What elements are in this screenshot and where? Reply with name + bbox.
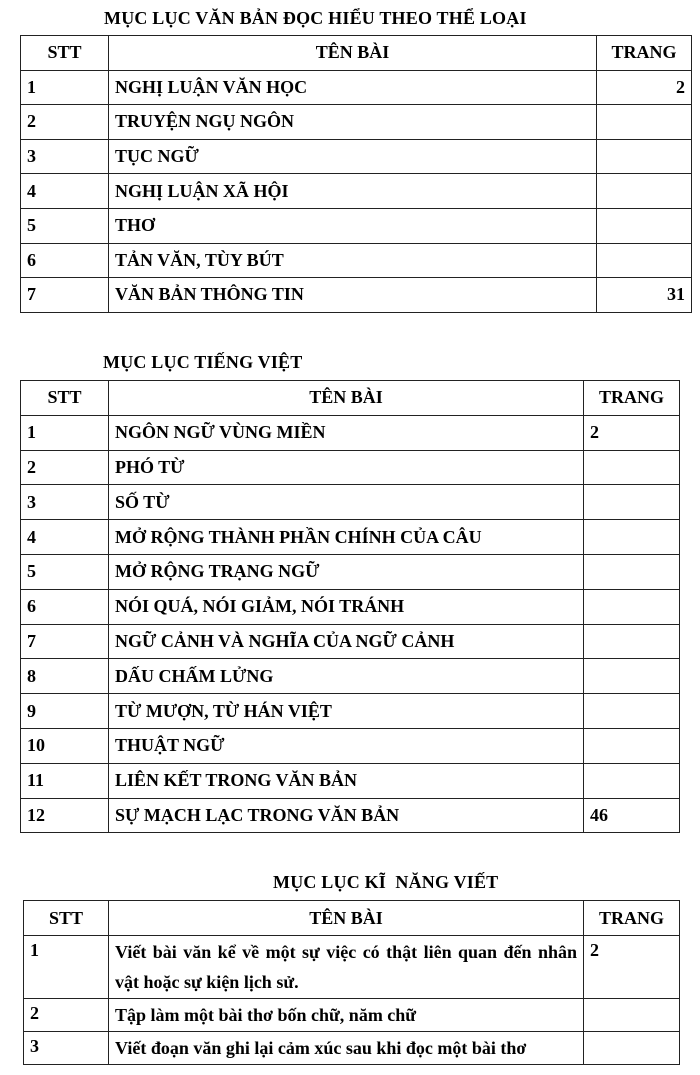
row-page — [584, 624, 680, 659]
table-row — [21, 624, 680, 659]
row-title: TẢN VĂN, TÙY BÚT — [109, 243, 597, 278]
row-page — [584, 728, 680, 763]
table-row — [21, 208, 692, 243]
row-page — [584, 450, 680, 485]
row-stt: 3 — [24, 1032, 109, 1065]
row-stt: 5 — [21, 208, 109, 243]
row-page — [584, 520, 680, 555]
page-header: TRANG — [584, 901, 680, 936]
genre-reading-table — [20, 35, 692, 313]
row-page: 46 — [584, 798, 680, 833]
row-stt: 2 — [21, 105, 109, 140]
row-title: NGÔN NGỮ VÙNG MIỀN — [109, 415, 584, 450]
row-stt: 1 — [21, 70, 109, 105]
table-row — [21, 278, 692, 313]
table-row — [21, 243, 692, 278]
row-title: SỰ MẠCH LẠC TRONG VĂN BẢN — [109, 798, 584, 833]
row-title: TỤC NGỮ — [109, 139, 597, 174]
row-title: PHÓ TỪ — [109, 450, 584, 485]
row-stt: 3 — [21, 485, 109, 520]
row-page — [584, 763, 680, 798]
table-row — [21, 415, 680, 450]
writing-skills-table — [23, 900, 680, 1065]
vietnamese-table — [20, 380, 680, 833]
row-title: THUẬT NGỮ — [109, 728, 584, 763]
table-header-row — [21, 36, 692, 71]
row-stt: 4 — [21, 174, 109, 209]
row-title: THƠ — [109, 208, 597, 243]
row-title: VĂN BẢN THÔNG TIN — [109, 278, 597, 313]
row-stt: 8 — [21, 659, 109, 694]
row-title: DẤU CHẤM LỬNG — [109, 659, 584, 694]
row-stt: 6 — [21, 243, 109, 278]
section1-heading: MỤC LỤC VĂN BẢN ĐỌC HIỂU THEO THỂ LOẠI — [104, 8, 527, 28]
table-row — [21, 589, 680, 624]
table-row — [21, 450, 680, 485]
row-title: MỞ RỘNG TRẠNG NGỮ — [109, 554, 584, 589]
table-row — [21, 485, 680, 520]
row-page: 2 — [597, 70, 692, 105]
row-page — [597, 243, 692, 278]
row-page — [584, 554, 680, 589]
row-title: NGỮ CẢNH VÀ NGHĨA CỦA NGỮ CẢNH — [109, 624, 584, 659]
row-stt: 12 — [21, 798, 109, 833]
row-page — [597, 139, 692, 174]
row-page — [597, 208, 692, 243]
row-page — [597, 105, 692, 140]
row-stt: 2 — [21, 450, 109, 485]
row-page — [584, 999, 680, 1032]
row-page — [584, 694, 680, 729]
table-row — [21, 520, 680, 555]
stt-header: STT — [21, 36, 109, 71]
table-row — [21, 763, 680, 798]
row-title: SỐ TỪ — [109, 485, 584, 520]
table-row — [21, 105, 692, 140]
row-title: NÓI QUÁ, NÓI GIẢM, NÓI TRÁNH — [109, 589, 584, 624]
row-title: NGHỊ LUẬN VĂN HỌC — [109, 70, 597, 105]
stt-header: STT — [24, 901, 109, 936]
row-stt: 7 — [21, 624, 109, 659]
table-row — [24, 999, 680, 1032]
table-row — [24, 936, 680, 999]
table-header-row — [21, 381, 680, 416]
row-page: 2 — [584, 415, 680, 450]
row-stt: 5 — [21, 554, 109, 589]
row-title: TỪ MƯỢN, TỪ HÁN VIỆT — [109, 694, 584, 729]
page-header: TRANG — [584, 381, 680, 416]
row-stt: 1 — [24, 936, 109, 999]
table-row — [21, 174, 692, 209]
table-row — [21, 798, 680, 833]
row-stt: 10 — [21, 728, 109, 763]
row-page — [584, 485, 680, 520]
title-header: TÊN BÀI — [109, 36, 597, 71]
title-header: TÊN BÀI — [109, 381, 584, 416]
row-stt: 1 — [21, 415, 109, 450]
section2-heading: MỤC LỤC TIẾNG VIỆT — [103, 352, 303, 372]
row-title: MỞ RỘNG THÀNH PHẦN CHÍNH CỦA CÂU — [109, 520, 584, 555]
table-row — [21, 70, 692, 105]
section3-heading: MỤC LỤC KĨ NĂNG VIẾT — [273, 872, 499, 892]
table-row — [21, 554, 680, 589]
row-stt: 4 — [21, 520, 109, 555]
row-stt: 2 — [24, 999, 109, 1032]
row-title: Viết đoạn văn ghi lại cảm xúc sau khi đọc một bài thơ — [109, 1032, 584, 1065]
row-page: 31 — [597, 278, 692, 313]
table-row — [21, 694, 680, 729]
row-title: Viết bài văn kể về một sự việc có thật liên quan đến nhân vật hoặc sự kiện lịch sử. — [109, 936, 584, 999]
row-stt: 3 — [21, 139, 109, 174]
row-page — [584, 659, 680, 694]
row-stt: 9 — [21, 694, 109, 729]
stt-header: STT — [21, 381, 109, 416]
page-header: TRANG — [597, 36, 692, 71]
title-header: TÊN BÀI — [109, 901, 584, 936]
row-title: TRUYỆN NGỤ NGÔN — [109, 105, 597, 140]
table-row — [24, 1032, 680, 1065]
row-page — [584, 1032, 680, 1065]
table-row — [21, 728, 680, 763]
table-row — [21, 139, 692, 174]
row-stt: 6 — [21, 589, 109, 624]
row-stt: 11 — [21, 763, 109, 798]
table-row — [21, 659, 680, 694]
row-page: 2 — [584, 936, 680, 999]
row-title: Tập làm một bài thơ bốn chữ, năm chữ — [109, 999, 584, 1032]
table-header-row — [24, 901, 680, 936]
row-page — [597, 174, 692, 209]
row-title: NGHỊ LUẬN XÃ HỘI — [109, 174, 597, 209]
row-page — [584, 589, 680, 624]
row-stt: 7 — [21, 278, 109, 313]
row-title: LIÊN KẾT TRONG VĂN BẢN — [109, 763, 584, 798]
